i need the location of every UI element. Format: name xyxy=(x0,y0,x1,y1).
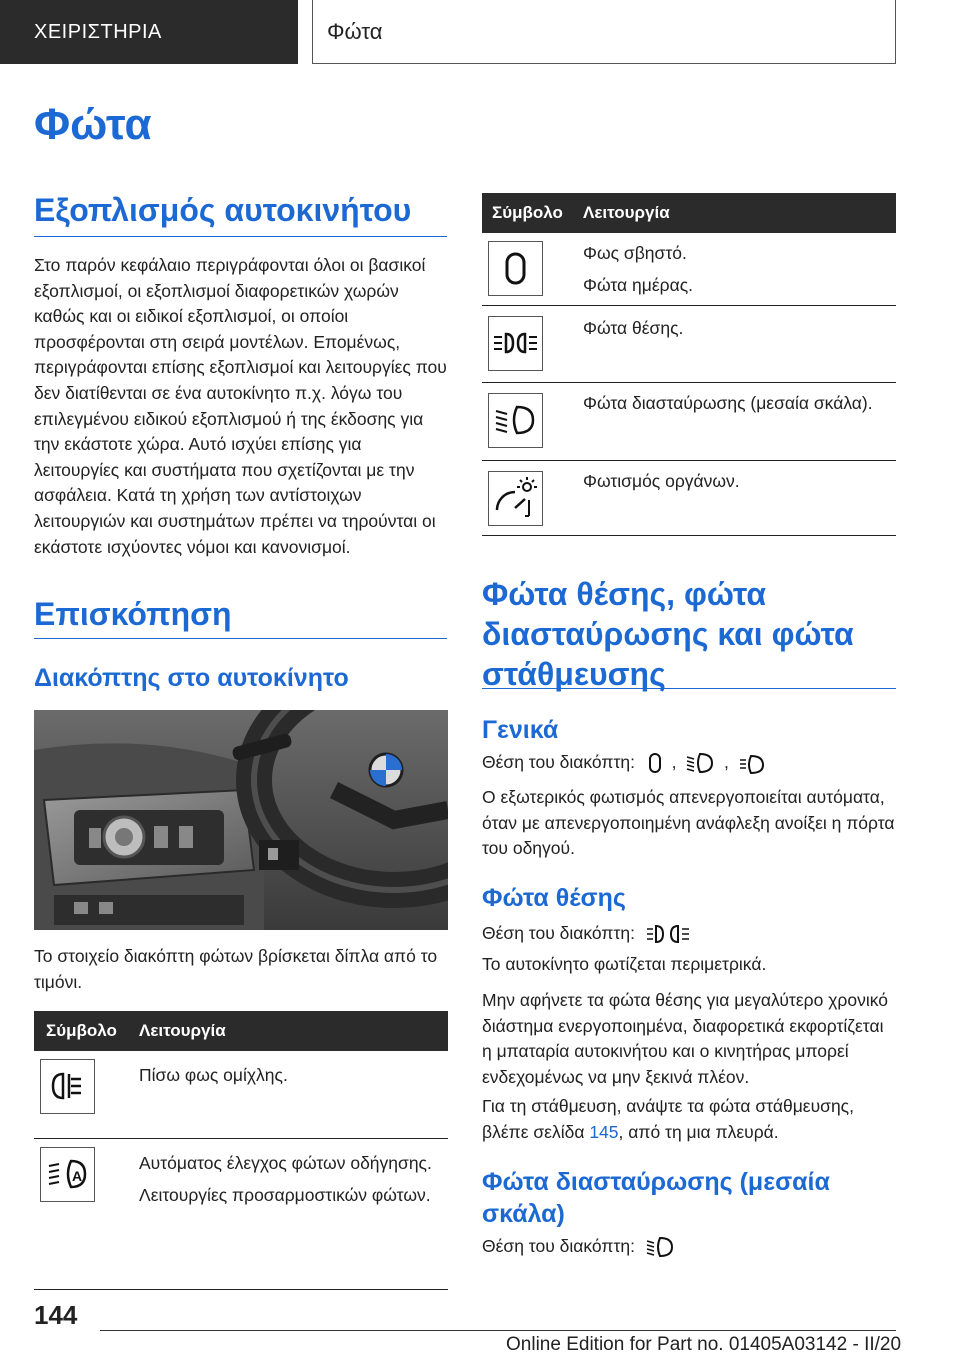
table-row xyxy=(482,383,896,461)
lights-heading-block xyxy=(482,574,896,692)
table-row xyxy=(482,233,896,306)
row-line: Φώτα ημέρας. xyxy=(583,274,694,295)
instrument-lighting-icon xyxy=(488,471,543,526)
table-row xyxy=(482,461,896,536)
separator: , xyxy=(666,752,682,772)
parking-switch-line xyxy=(482,921,896,947)
lights-off-icon xyxy=(648,752,662,774)
general-heading: Γενικά xyxy=(482,716,559,744)
right-row4-text xyxy=(583,469,893,501)
right-table-header xyxy=(482,193,896,233)
equipment-paragraph: Στο παρόν κεφάλαιο περιγράφονται όλοι οι βασικοί εξοπλισμοί, οι εξοπλισμοί διαφορετικών χωρών καθώς και οι ειδικοί εξοπλισμοί, οι οποίοι προσφέρονται στη σειρά μοντέλων. Επομένως, περιγράφονται επίσης εξοπλισμοί και λειτουργίες που δεν διατίθενται σε ένα αυτοκίνητο π.χ. λόγω του επιλεγμένου ειδικού εξοπλισμού ή της έκδοσης για την εκάστοτε χώρα. Αυτό ισχύει επίσης για λειτουργίες και συστήματα που σχετίζονται με την ασφάλεια. Κατά τη χρήση των αντίστοιχων λειτουργιών και συστημάτων πρέπει να τηρούνται οι εκάστοτε ισχύοντες νόμοι και κανονισμοί. xyxy=(34,255,447,557)
table-row xyxy=(34,1139,448,1290)
left-table-header xyxy=(34,1011,448,1051)
table-row xyxy=(34,1051,448,1139)
overview-heading-block xyxy=(34,594,447,639)
row-line: Φώτα διασταύρωσης (μεσαία σκάλα). xyxy=(583,393,873,413)
parking-lights-icon xyxy=(646,923,690,945)
low-beam-icon xyxy=(686,752,714,774)
lights-off-icon xyxy=(488,241,543,296)
edition-text: Online Edition for Part no. 01405A03142 - II/20 xyxy=(506,1334,902,1355)
right-col-symbol: Σύμβολο xyxy=(492,203,563,222)
right-row3-text xyxy=(583,391,893,423)
footer-divider xyxy=(100,1330,896,1331)
equipment-heading: Εξοπλισμός αυτοκινήτου xyxy=(34,192,412,228)
low-beam-icon xyxy=(488,393,543,448)
equipment-heading-block xyxy=(34,190,447,237)
lowbeam-switch-line xyxy=(482,1234,896,1260)
lowbeam-switch-label: Θέση του διακόπτη: xyxy=(482,1236,635,1256)
left-row2-text xyxy=(139,1151,444,1214)
parking-text-a: Για τη στάθμευση, ανάψτε τα φώτα στάθμευσης, βλέπε σελίδα xyxy=(482,1096,854,1142)
parking-text-b: , από τη μια πλευρά. xyxy=(618,1121,779,1142)
dashboard-photo xyxy=(34,710,448,930)
left-symbol-table xyxy=(34,1011,448,1290)
row-line: Φωτισμός οργάνων. xyxy=(583,471,740,491)
page-title: Φώτα xyxy=(34,100,152,149)
header-section: ΧΕΙΡΙΣΤΗΡΙΑ xyxy=(0,0,298,64)
parking-paragraph-2: Μην αφήνετε τα φώτα θέσης για μεγαλύτερο χρονικό διάστημα ενεργοποιημένα, διαφορετικά εκφορτίζεται η μπαταρία αυτοκινήτου και ο κινητήρας μπορεί ενδεχομένως να μην ξεκινά πλέον. xyxy=(482,990,888,1087)
photo-caption: Το στοιχείο διακόπτη φώτων βρίσκεται δίπλα από το τιμόνι. xyxy=(34,946,438,992)
page-link-145[interactable]: 145 xyxy=(589,1121,619,1142)
left-col-symbol: Σύμβολο xyxy=(46,1021,117,1040)
overview-heading: Επισκόπηση xyxy=(34,596,232,632)
parking-switch-label: Θέση του διακόπτη: xyxy=(482,923,635,943)
general-paragraph: Ο εξωτερικός φωτισμός απενεργοποιείται αυτόματα, όταν με απενεργοποιημένη ανάφλεξη ανοίξει η πόρτα του οδηγού. xyxy=(482,787,895,859)
auto-headlight-icon xyxy=(40,1147,95,1202)
separator: , xyxy=(719,752,734,772)
row-line: Φως σβηστό. xyxy=(583,243,687,263)
right-col-function: Λειτουργία xyxy=(583,203,670,222)
switch-heading: Διακόπτης στο αυτοκίνητο xyxy=(34,664,349,692)
dashboard-illustration xyxy=(34,710,448,930)
general-switch-line xyxy=(482,750,896,776)
row-line: Πίσω φως ομίχλης. xyxy=(139,1065,288,1085)
general-switch-label: Θέση του διακόπτη: xyxy=(482,752,635,772)
left-col-function: Λειτουργία xyxy=(139,1021,226,1040)
left-row1-text xyxy=(139,1063,444,1095)
svg-text:A: A xyxy=(72,1168,83,1184)
parking-paragraph-1: Το αυτοκίνητο φωτίζεται περιμετρικά. xyxy=(482,954,767,974)
row-line: Λειτουργίες προσαρμοστικών φώτων. xyxy=(139,1184,431,1205)
right-row1-text xyxy=(583,241,893,304)
page-number: 144 xyxy=(34,1300,78,1330)
header-chapter: Φώτα xyxy=(312,0,896,64)
row-line: Φώτα θέσης. xyxy=(583,318,684,338)
lights-heading: Φώτα θέσης, φώτα διασταύρωσης και φώτα στάθμευσης xyxy=(482,576,854,692)
parking-heading: Φώτα θέσης xyxy=(482,884,626,912)
rear-fog-light-icon xyxy=(40,1059,95,1114)
low-beam-icon xyxy=(646,1236,674,1258)
parking-paragraph-3 xyxy=(482,1094,896,1145)
right-row2-text xyxy=(583,316,893,348)
table-row xyxy=(482,306,896,383)
parking-lights-icon xyxy=(488,316,543,371)
auto-headlight-icon xyxy=(739,752,765,774)
right-symbol-table xyxy=(482,193,896,536)
row-line: Αυτόματος έλεγχος φώτων οδήγησης. xyxy=(139,1153,432,1173)
lowbeam-heading: Φώτα διασταύρωσης (μεσαία σκάλα) xyxy=(482,1168,830,1228)
